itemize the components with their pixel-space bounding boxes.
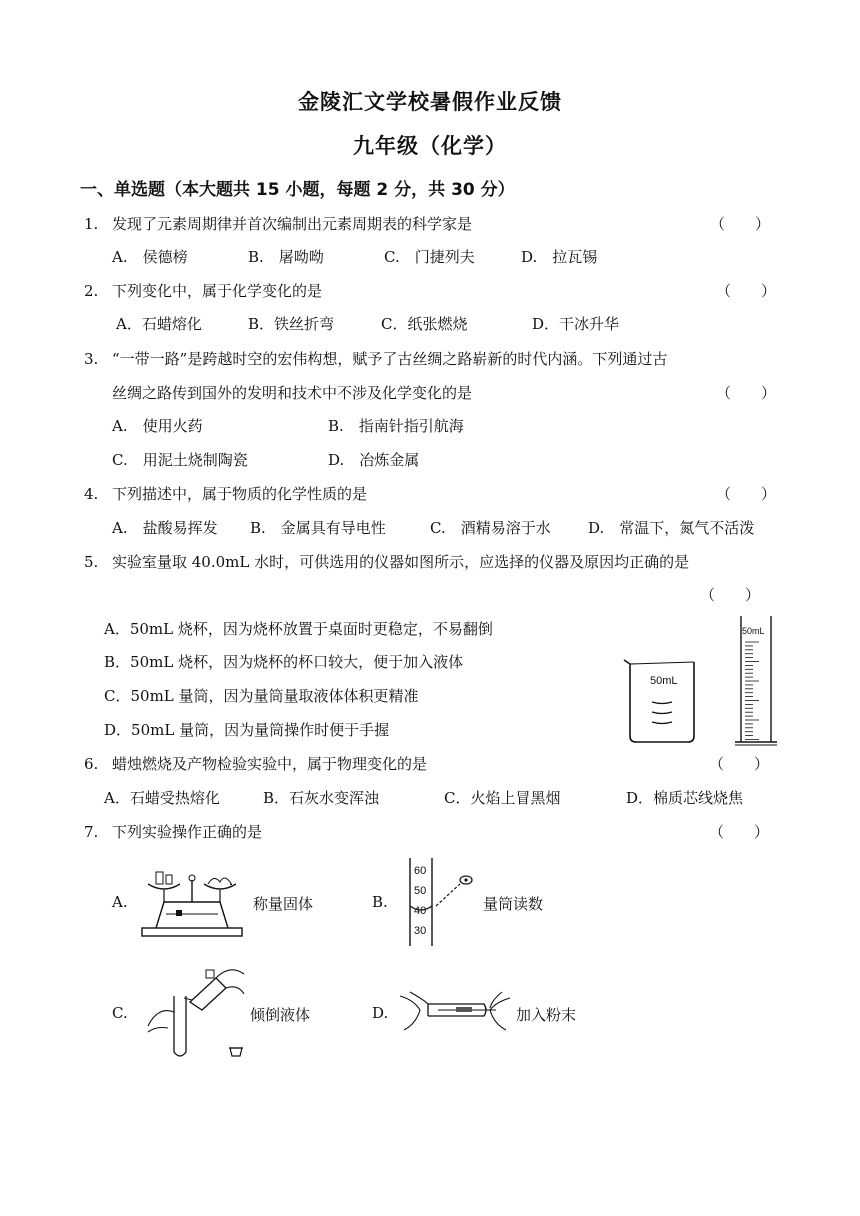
option-c: C. 用泥土烧制陶瓷: [112, 451, 248, 469]
balance-icon: [136, 862, 248, 938]
option-c: C. 酒精易溶于水: [430, 519, 551, 537]
option-b-label: 量筒读数: [483, 895, 544, 913]
option-b-figure: [406, 856, 480, 948]
page-subtitle: 九年级（化学）: [353, 134, 507, 158]
tick-label: 30: [414, 925, 427, 937]
option-d: D. 拉瓦锡: [521, 248, 598, 266]
powder-tube-icon: [398, 986, 512, 1036]
answer-blank[interactable]: （ ）: [709, 755, 770, 773]
option-a: A．石蜡熔化: [116, 315, 202, 333]
cylinder-reading-icon: [406, 856, 480, 948]
answer-blank[interactable]: （ ）: [709, 823, 770, 841]
option-d-letter: D.: [372, 1004, 389, 1022]
option-a: A．50mL 烧杯，因为烧杯放置于桌面时更稳定，不易翻倒: [104, 620, 493, 638]
answer-blank[interactable]: （ ）: [716, 282, 777, 300]
option-a-figure: [136, 862, 248, 938]
answer-blank[interactable]: （ ）: [716, 485, 777, 503]
question-stem: 下列实验操作正确的是: [112, 823, 263, 841]
option-d: D．棉质芯线烧焦: [626, 789, 744, 807]
option-d-figure: [398, 986, 512, 1036]
option-b-letter: B.: [372, 893, 388, 911]
option-b: B. 屠呦呦: [248, 248, 324, 266]
question-stem: 下列描述中，属于物质的化学性质的是: [112, 485, 368, 503]
question-5: 5. 实验室量取 40.0mL 水时，可供选用的仪器如图所示，应选择的仪器及原因均正确的是: [84, 553, 690, 571]
option-d-label: 加入粉末: [516, 1006, 577, 1024]
option-d: D．50mL 量筒，因为量筒操作时便于手握: [104, 721, 390, 739]
option-c: C．火焰上冒黑烟: [444, 789, 561, 807]
option-c-letter: C.: [112, 1004, 128, 1022]
question-6: 6. 蜡烛燃烧及产物检验实验中，属于物理变化的是: [84, 755, 428, 773]
question-3: 3. “一带一路”是跨越时空的宏伟构想，赋予了古丝绸之路崭新的时代内涵。下列通过古: [84, 350, 668, 368]
option-d: D．干冰升华: [532, 315, 620, 333]
option-c: C．50mL 量筒，因为量筒量取液体体积更精准: [104, 687, 419, 705]
beaker-icon: [620, 656, 700, 744]
option-a: A．石蜡受热熔化: [104, 789, 220, 807]
question-1: 1. 发现了元素周期律并首次编制出元素周期表的科学家是: [84, 215, 473, 233]
question-stem: 下列变化中，属于化学变化的是: [112, 282, 323, 300]
option-b: B. 指南针指引航海: [328, 417, 464, 435]
page-title: 金陵汇文学校暑假作业反馈: [298, 90, 562, 114]
option-b: B. 金属具有导电性: [250, 519, 386, 537]
question-stem: 实验室量取 40.0mL 水时，可供选用的仪器如图所示，应选择的仪器及原因均正确的是: [112, 553, 690, 571]
answer-blank[interactable]: （ ）: [716, 384, 777, 402]
option-d: D. 冶炼金属: [328, 451, 420, 469]
option-a: A. 使用火药: [112, 417, 203, 435]
question-stem: 蜡烛燃烧及产物检验实验中，属于物理变化的是: [112, 755, 428, 773]
graduated-cylinder-icon: [733, 612, 781, 748]
tick-label: 40: [414, 905, 427, 917]
option-b: B．石灰水变浑浊: [263, 789, 380, 807]
option-c: C．纸张燃烧: [381, 315, 468, 333]
tick-label: 50: [414, 885, 427, 897]
option-b: B．50mL 烧杯，因为烧杯的杯口较大，便于加入液体: [104, 653, 464, 671]
question-7: 7. 下列实验操作正确的是: [84, 823, 263, 841]
answer-blank[interactable]: （ ）: [710, 215, 771, 233]
question-stem: 发现了元素周期律并首次编制出元素周期表的科学家是: [112, 215, 473, 233]
tick-label: 60: [414, 865, 427, 877]
option-d: D. 常温下，氮气不活泼: [588, 519, 755, 537]
cylinder-figure: [733, 612, 781, 748]
question-stem-line1: “一带一路”是跨越时空的宏伟构想，赋予了古丝绸之路崭新的时代内涵。下列通过古: [112, 350, 668, 368]
option-a-label: 称量固体: [253, 895, 314, 913]
option-a: A. 侯德榜: [112, 248, 188, 266]
beaker-label: 50mL: [650, 675, 678, 687]
question-4: 4. 下列描述中，属于物质的化学性质的是: [84, 485, 368, 503]
section-heading: 一、单选题（本大题共 15 小题，每题 2 分，共 30 分）: [80, 180, 515, 200]
option-c-figure: [146, 966, 246, 1062]
option-b: B．铁丝折弯: [248, 315, 335, 333]
question-stem-line2: 丝绸之路传到国外的发明和技术中不涉及化学变化的是: [112, 384, 473, 402]
beaker-figure: [620, 656, 700, 744]
option-a: A. 盐酸易挥发: [112, 519, 218, 537]
pouring-icon: [146, 966, 246, 1062]
answer-blank[interactable]: （ ）: [700, 586, 761, 604]
question-2: 2. 下列变化中，属于化学变化的是: [84, 282, 323, 300]
option-c: C. 门捷列夫: [384, 248, 475, 266]
cylinder-label: 50mL: [742, 626, 765, 636]
option-c-label: 倾倒液体: [250, 1006, 311, 1024]
option-a-letter: A.: [112, 893, 128, 911]
